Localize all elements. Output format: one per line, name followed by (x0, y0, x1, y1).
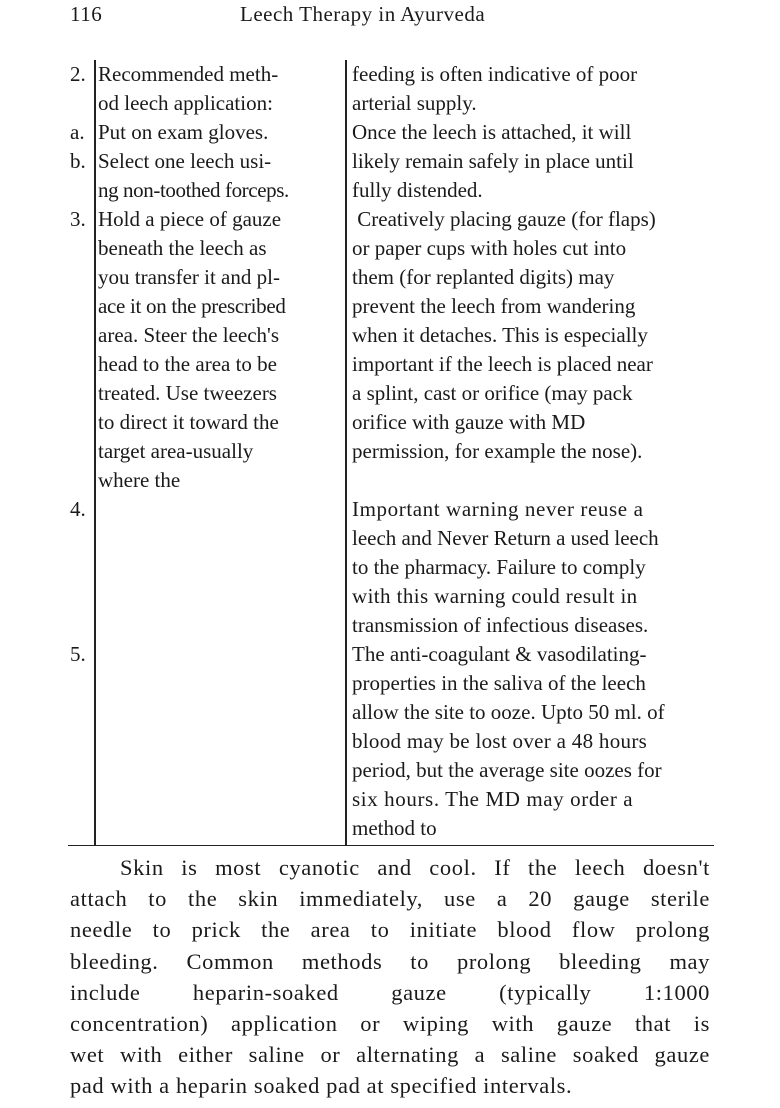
step-number: 5. (70, 642, 86, 666)
step-number: b. (70, 149, 86, 173)
table-cell-line: ace it on the prescribed (98, 294, 286, 318)
table-cell-line: ng non-toothed forceps. (98, 178, 289, 202)
table-cell-line: or paper cups with holes cut into (352, 236, 627, 260)
table-cell-line: Hold a piece of gauze (98, 207, 282, 231)
table-cell-line: to direct it toward the (98, 410, 279, 434)
table-cell-line: six hours. The MD may order a (352, 787, 634, 811)
table-cell-line: likely remain safely in place until (352, 149, 634, 173)
table-cell-line: transmission of infectious diseases. (352, 613, 649, 637)
table-cell-line: Recommended meth- (98, 62, 279, 86)
table-cell-line: to the pharmacy. Failure to comply (352, 555, 646, 579)
paragraph-line: bleeding. Common methods to prolong bleeding may (70, 948, 710, 974)
paragraph-line: Skin is most cyanotic and cool. If the leech doesn't (120, 855, 710, 880)
table-cell-line: method to (352, 816, 437, 840)
column-divider (345, 60, 347, 846)
table-cell-line: beneath the leech as (98, 236, 267, 260)
step-number: 4. (70, 497, 86, 521)
table-cell-line: target area-usually (98, 439, 254, 463)
table-cell-line: Important warning never reuse a (352, 497, 644, 521)
table-cell-line: Creatively placing gauze (for flaps) (352, 207, 656, 231)
table-cell-line: a splint, cast or orifice (may pack (352, 381, 633, 405)
table-cell-line: important if the leech is placed near (352, 352, 653, 376)
table-cell-line: head to the area to be (98, 352, 277, 376)
table-cell-line: treated. Use tweezers (98, 381, 277, 405)
body-paragraph (70, 852, 710, 1102)
table-bottom-rule (68, 845, 714, 847)
step-number: a. (70, 120, 85, 144)
table-cell-line: blood may be lost over a 48 hours (352, 729, 648, 753)
table-cell-line: Put on exam gloves. (98, 120, 269, 144)
column-divider (94, 60, 96, 846)
table-cell-line: you transfer it and pl- (98, 265, 280, 289)
table-cell-line: them (for replanted digits) may (352, 265, 615, 289)
table-cell-line: fully distended. (352, 178, 483, 202)
table-cell-line: when it detaches. This is especially (352, 323, 648, 347)
paragraph-line: needle to prick the area to initiate blood flow prolong (70, 917, 710, 943)
paragraph-line: wet with either saline or alternating a saline soaked gauze (70, 1042, 710, 1068)
table-cell-line: od leech application: (98, 91, 273, 115)
table-cell-line: Once the leech is attached, it will (352, 120, 632, 144)
table-cell-line: arterial supply. (352, 91, 477, 115)
table-cell-line: area. Steer the leech's (98, 323, 280, 347)
table-cell-line: with this warning could result in (352, 584, 638, 608)
table-cell-line: orifice with gauze with MD (352, 410, 586, 434)
step-number: 3. (70, 207, 86, 231)
paragraph-line: pad with a heparin soaked pad at specified intervals. (70, 1073, 573, 1099)
step-number: 2. (70, 62, 86, 86)
table-cell-line: prevent the leech from wandering (352, 294, 636, 318)
table-cell-line: Select one leech usi- (98, 149, 272, 173)
table-cell-line: permission, for example the nose). (352, 439, 643, 463)
table-cell-line: feeding is often indicative of poor (352, 62, 638, 86)
paragraph-line: attach to the skin immediately, use a 20 gauge sterile (70, 886, 710, 912)
paragraph-line: concentration) application or wiping with gauze that is (70, 1010, 710, 1036)
page-header (70, 2, 720, 30)
running-title: Leech Therapy in Ayurveda (240, 2, 486, 26)
page-number: 116 (70, 2, 103, 26)
table-cell-line: properties in the saliva of the leech (352, 671, 646, 695)
table-cell-line: The anti-coagulant & vasodilating- (352, 642, 647, 666)
procedure-table (68, 60, 710, 846)
table-cell-line: leech and Never Return a used leech (352, 526, 659, 550)
table-cell-line: where the (98, 468, 181, 492)
table-cell-line: period, but the average site oozes for (352, 758, 662, 782)
table-cell-line: allow the site to ooze. Upto 50 ml. of (352, 700, 665, 724)
paragraph-line: include heparin-soaked gauze (typically 1:1000 (70, 979, 710, 1005)
